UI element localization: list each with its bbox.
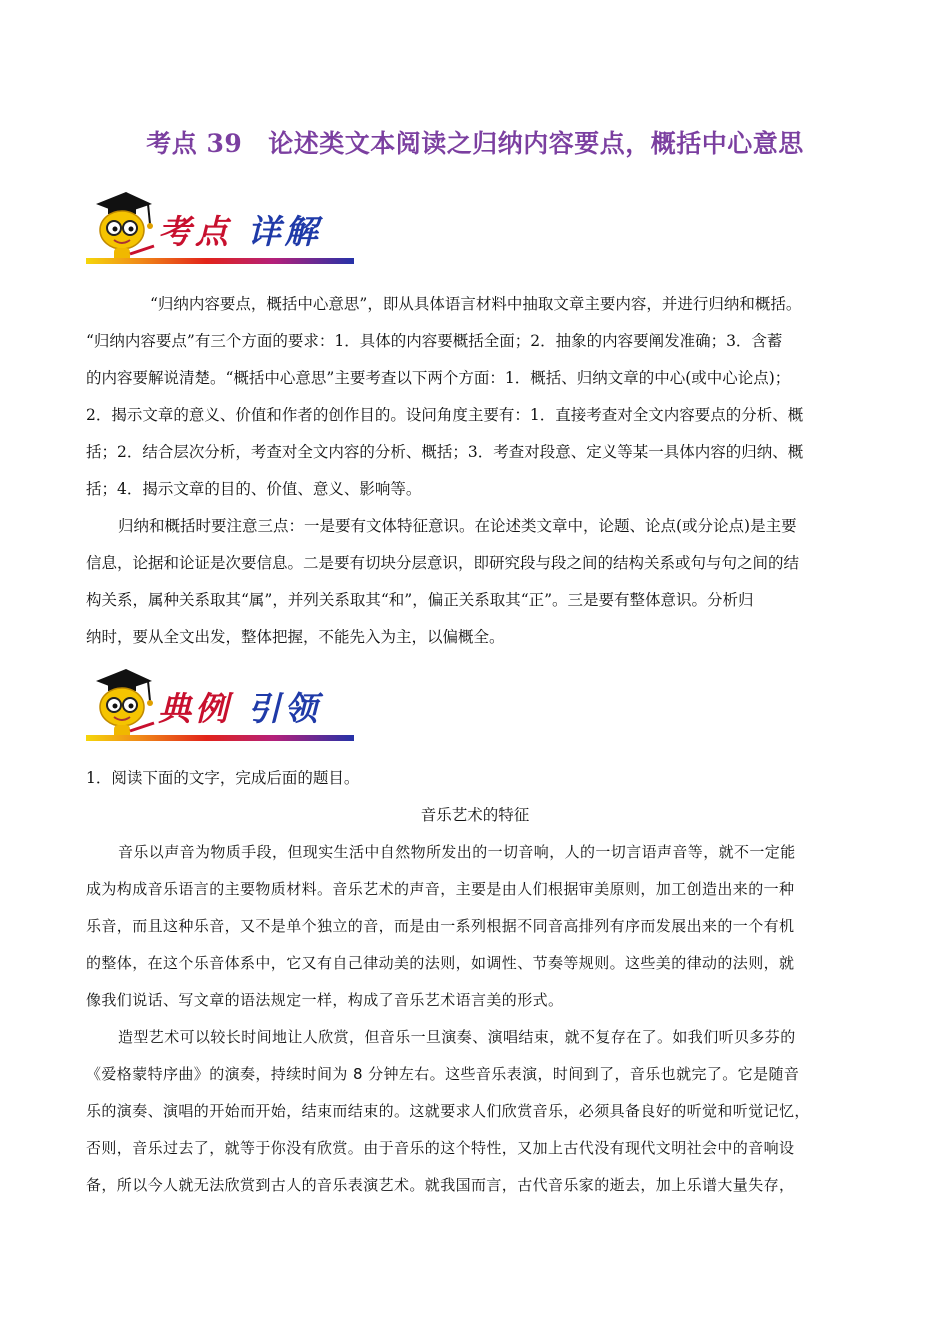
essay-line: 造型艺术可以较长时间地让人欣赏，但音乐一旦演奏、演唱结束，就不复存在了。如我们听贝多芬的 [118,1028,796,1046]
section-banner-example [86,667,356,747]
essay-line: 的整体，在这个乐音体系中，它又有自己律动美的法则，如调性、节奏等规则。这些美的律动的法则，就 [86,954,795,972]
question-section [86,760,864,1204]
intro-line: “归纳内容要点，概括中心意思”，即从具体语言材料中抽取文章主要内容，并进行归纳和概括。 [150,295,802,313]
essay-line: 成为构成音乐语言的主要物质材料。音乐艺术的声音，主要是由人们根据审美原则，加工创造出来的一种 [86,880,795,898]
question-prompt: 1．阅读下面的文字，完成后面的题目。 [86,769,360,787]
topic-number: 考点 39 [146,129,243,158]
banner-label-part1: 考点 [158,212,232,251]
graduate-mascot-icon [86,667,156,745]
intro-line: “归纳内容要点”有三个方面的要求：1．具体的内容要概括全面；2．抽象的内容要阐发准确；3．含蓄 [86,332,783,350]
banner-label-part2: 详解 [247,212,322,251]
topic-title: 论述类文本阅读之归纳内容要点，概括中心意思 [268,129,804,158]
tips-line: 信息，论据和论证是次要信息。二是要有切块分层意识，即研究段与段之间的结构关系或句与句之间的结 [86,554,800,572]
essay-line: 乐的演奏、演唱的开始而开始，结束而结束的。这就要求人们欣赏音乐，必须具备良好的听觉和听觉记忆， [86,1102,810,1120]
banner-label [158,683,322,730]
banner-label-part2: 引领 [247,689,322,728]
intro-line: 括；2．结合层次分析，考查对全文内容的分析、概括；3．考查对段意、定义等某一具体内容的归纳、概 [86,443,804,461]
intro-section [86,286,864,656]
essay-line: 音乐以声音为物质手段，但现实生活中自然物所发出的一切音响，人的一切言语声音等，就不一定能 [118,843,796,861]
essay-line: 否则，音乐过去了，就等于你没有欣赏。由于音乐的这个特性，又加上古代没有现代文明社会中的音响设 [86,1139,795,1157]
banner-label [158,206,322,253]
graduate-mascot-icon [86,190,156,268]
banner-underline [86,258,354,264]
section-banner-detail [86,190,356,270]
tips-line: 构关系，属种关系取其“属”，并列关系取其“和”，偏正关系取其“正”。三是要有整体意识。分析归 [86,591,754,609]
essay-line: 像我们说话、写文章的语法规定一样，构成了音乐艺术语言美的形式。 [86,991,564,1009]
banner-underline [86,735,354,741]
intro-line: 2．揭示文章的意义、价值和作者的创作目的。设问角度主要有：1．直接考查对全文内容要点的分析、概 [86,406,804,424]
banner-label-part1: 典例 [158,689,232,728]
essay-title: 音乐艺术的特征 [420,806,530,824]
intro-line: 括；4．揭示文章的目的、价值、意义、影响等。 [86,480,422,498]
essay-body [86,834,864,1204]
essay-line: 《爱格蒙特序曲》的演奏，持续时间为 8 分钟左右。这些音乐表演，时间到了，音乐也就完了。它是随音 [86,1065,800,1083]
tips-line: 纳时，要从全文出发，整体把握，不能先入为主，以偏概全。 [86,628,505,646]
page-title [0,124,950,160]
tips-line: 归纳和概括时要注意三点：一是要有文体特征意识。在论述类文章中，论题、论点(或分论点)是主要 [118,517,797,535]
essay-line: 乐音，而且这种乐音，又不是单个独立的音，而是由一系列根据不同音高排列有序而发展出来的一个有机 [86,917,795,935]
essay-line: 备，所以今人就无法欣赏到古人的音乐表演艺术。就我国而言，古代音乐家的逝去，加上乐谱大量失存， [86,1176,795,1194]
intro-line: 的内容要解说清楚。“概括中心意思”主要考查以下两个方面：1．概括、归纳文章的中心(或中心论点)； [86,369,791,387]
